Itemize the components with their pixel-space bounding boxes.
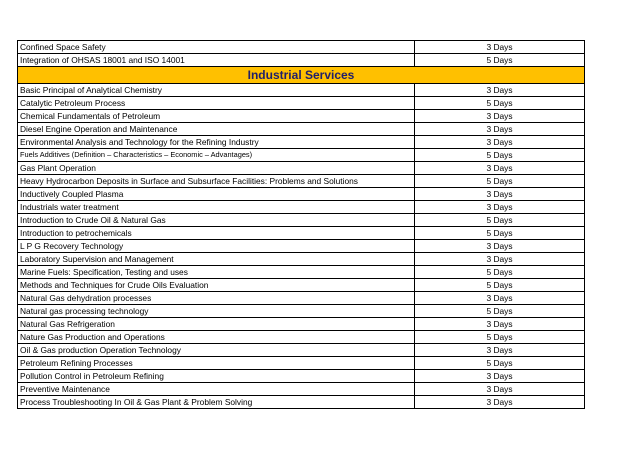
course-name: Laboratory Supervision and Management — [18, 253, 415, 266]
course-duration: 3 Days — [415, 110, 585, 123]
course-duration: 3 Days — [415, 136, 585, 149]
course-duration: 5 Days — [415, 331, 585, 344]
table-row — [18, 54, 585, 67]
course-duration: 5 Days — [415, 149, 585, 162]
course-duration: 3 Days — [415, 84, 585, 97]
table-row — [18, 305, 585, 318]
course-name: Natural gas processing technology — [18, 305, 415, 318]
course-table — [17, 40, 585, 409]
table-row — [18, 175, 585, 188]
course-duration: 3 Days — [415, 396, 585, 409]
course-name: Gas Plant Operation — [18, 162, 415, 175]
table-row — [18, 266, 585, 279]
course-duration: 5 Days — [415, 266, 585, 279]
course-duration: 3 Days — [415, 201, 585, 214]
course-duration: 3 Days — [415, 41, 585, 54]
table-row — [18, 383, 585, 396]
table-row — [18, 149, 585, 162]
course-duration: 5 Days — [415, 227, 585, 240]
course-name: Petroleum Refining Processes — [18, 357, 415, 370]
course-name: Introduction to petrochemicals — [18, 227, 415, 240]
table-row — [18, 110, 585, 123]
course-duration: 5 Days — [415, 357, 585, 370]
course-name: Integration of OHSAS 18001 and ISO 14001 — [18, 54, 415, 67]
table-row — [18, 41, 585, 54]
table-row — [18, 344, 585, 357]
course-duration: 3 Days — [415, 162, 585, 175]
section-title: Industrial Services — [18, 67, 585, 84]
course-table-body — [18, 41, 585, 409]
course-name: Confined Space Safety — [18, 41, 415, 54]
course-duration: 3 Days — [415, 240, 585, 253]
table-row — [18, 136, 585, 149]
table-row — [18, 84, 585, 97]
course-name: Heavy Hydrocarbon Deposits in Surface and Subsurface Facilities: Problems and Solutions — [18, 175, 415, 188]
table-row — [18, 214, 585, 227]
course-duration: 3 Days — [415, 123, 585, 136]
course-name: Natural Gas dehydration processes — [18, 292, 415, 305]
table-row — [18, 227, 585, 240]
table-row — [18, 292, 585, 305]
course-name: L P G Recovery Technology — [18, 240, 415, 253]
course-duration: 5 Days — [415, 279, 585, 292]
table-row — [18, 279, 585, 292]
course-duration: 5 Days — [415, 214, 585, 227]
table-row — [18, 253, 585, 266]
table-row — [18, 370, 585, 383]
course-duration: 5 Days — [415, 305, 585, 318]
table-row — [18, 240, 585, 253]
course-name: Catalytic Petroleum Process — [18, 97, 415, 110]
course-duration: 3 Days — [415, 318, 585, 331]
table-row — [18, 357, 585, 370]
course-name: Chemical Fundamentals of Petroleum — [18, 110, 415, 123]
course-name: Diesel Engine Operation and Maintenance — [18, 123, 415, 136]
table-row — [18, 162, 585, 175]
course-name: Preventive Maintenance — [18, 383, 415, 396]
section-header-row — [18, 67, 585, 84]
course-schedule — [17, 40, 584, 409]
course-name: Basic Principal of Analytical Chemistry — [18, 84, 415, 97]
course-duration: 5 Days — [415, 54, 585, 67]
course-name: Nature Gas Production and Operations — [18, 331, 415, 344]
course-name: Introduction to Crude Oil & Natural Gas — [18, 214, 415, 227]
table-row — [18, 123, 585, 136]
course-name: Environmental Analysis and Technology for the Refining Industry — [18, 136, 415, 149]
table-row — [18, 318, 585, 331]
course-name: Fuels Additives (Definition – Characteristics – Economic – Advantages) — [18, 149, 415, 162]
course-duration: 3 Days — [415, 253, 585, 266]
table-row — [18, 97, 585, 110]
course-duration: 3 Days — [415, 292, 585, 305]
course-name: Natural Gas Refrigeration — [18, 318, 415, 331]
course-duration: 3 Days — [415, 188, 585, 201]
course-duration: 5 Days — [415, 175, 585, 188]
table-row — [18, 201, 585, 214]
course-duration: 3 Days — [415, 370, 585, 383]
course-name: Oil & Gas production Operation Technology — [18, 344, 415, 357]
course-duration: 3 Days — [415, 344, 585, 357]
table-row — [18, 331, 585, 344]
course-name: Industrials water treatment — [18, 201, 415, 214]
course-name: Methods and Techniques for Crude Oils Evaluation — [18, 279, 415, 292]
course-name: Pollution Control in Petroleum Refining — [18, 370, 415, 383]
course-duration: 3 Days — [415, 383, 585, 396]
course-duration: 5 Days — [415, 97, 585, 110]
course-name: Inductively Coupled Plasma — [18, 188, 415, 201]
table-row — [18, 396, 585, 409]
table-row — [18, 188, 585, 201]
course-name: Process Troubleshooting In Oil & Gas Plant & Problem Solving — [18, 396, 415, 409]
course-name: Marine Fuels: Specification, Testing and uses — [18, 266, 415, 279]
